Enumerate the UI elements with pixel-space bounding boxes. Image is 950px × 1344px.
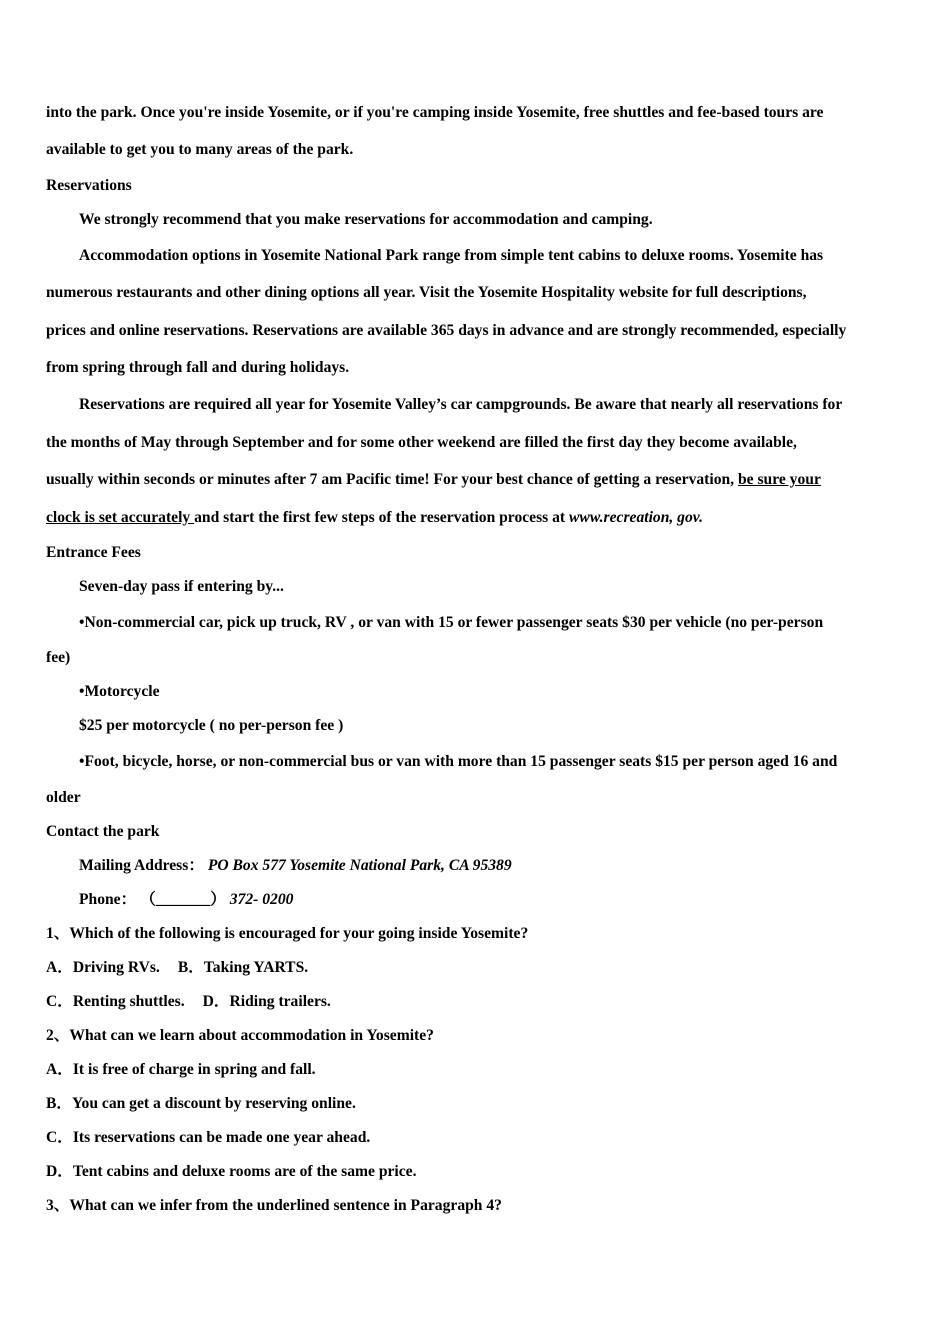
mailing-address-label: Mailing Address： bbox=[79, 856, 204, 874]
fee-motorcycle-item: •Motorcycle bbox=[79, 683, 160, 701]
intro-line: into the park. Once you're inside Yosemite, or if you're camping inside Yosemite, free shuttles and fee-based tours are bbox=[46, 104, 824, 121]
paragraph-line: the months of May through September and for some other weekend are filled the first day they become available, bbox=[46, 433, 797, 451]
option-d: D．Tent cabins and deluxe rooms are of the same price. bbox=[46, 1162, 417, 1180]
question-stem: 3、What can we infer from the underlined sentence in Paragraph 4? bbox=[46, 1196, 502, 1214]
option-c: C．Renting shuttles. bbox=[46, 992, 185, 1010]
paragraph-line bbox=[46, 461, 908, 498]
option-c: C．Its reservations can be made one year ahead. bbox=[46, 1128, 371, 1146]
fee-line: older bbox=[46, 788, 81, 806]
fee-motorcycle-price: $25 per motorcycle ( no per-person fee ) bbox=[79, 717, 344, 735]
question-3 bbox=[46, 1189, 908, 1223]
reservations-heading: Reservations bbox=[46, 176, 132, 194]
phone-blank: （_______） bbox=[140, 890, 226, 908]
question-1 bbox=[46, 917, 908, 1019]
website-text: www.recreation, gov. bbox=[569, 508, 704, 526]
option-row bbox=[46, 951, 908, 985]
document-content bbox=[46, 94, 908, 1223]
paragraph-line: prices and online reservations. Reservations are available 365 days in advance and are strongly recommended, especially bbox=[46, 321, 847, 339]
question-stem: 1、Which of the following is encouraged for your going inside Yosemite? bbox=[46, 924, 529, 942]
paragraph-line bbox=[46, 499, 908, 536]
paragraph-text: and start the first few steps of the reservation process at bbox=[194, 508, 570, 526]
fee-line: •Non-commercial car, pick up truck, RV , or van with 15 or fewer passenger seats $30 per vehicle (no per-person bbox=[79, 614, 824, 632]
question-stem: 2、What can we learn about accommodation in Yosemite? bbox=[46, 1026, 434, 1044]
phone bbox=[46, 883, 908, 917]
reservations-paragraph-1: We strongly recommend that you make reservations for accommodation and camping. bbox=[79, 210, 653, 228]
reservations-paragraph-2 bbox=[46, 237, 908, 387]
paragraph-line: Reservations are required all year for Yosemite Valley’s car campgrounds. Be aware that nearly all reservations for bbox=[79, 396, 843, 414]
contact-heading: Contact the park bbox=[46, 822, 160, 840]
paragraph-line: numerous restaurants and other dining options all year. Visit the Yosemite Hospitality website for full descriptions, bbox=[46, 284, 807, 302]
option-a: A．It is free of charge in spring and fall. bbox=[46, 1060, 316, 1078]
question-2 bbox=[46, 1019, 908, 1189]
mailing-address bbox=[46, 849, 908, 883]
fees-intro: Seven-day pass if entering by... bbox=[79, 578, 284, 596]
fee-foot-item bbox=[46, 743, 908, 814]
paragraph-line: Accommodation options in Yosemite National Park range from simple tent cabins to deluxe rooms. Yosemite has bbox=[79, 246, 824, 264]
underlined-sentence: clock is set accurately bbox=[46, 508, 195, 526]
paragraph-text: usually within seconds or minutes after 7 am Pacific time! For your best chance of getting a reservation, bbox=[46, 471, 738, 489]
option-d: D．Riding trailers. bbox=[202, 992, 331, 1010]
phone-value: 372- 0200 bbox=[229, 890, 294, 908]
fee-car-item bbox=[46, 604, 908, 675]
reservations-paragraph-3 bbox=[46, 386, 908, 536]
option-b: B．You can get a discount by reserving online. bbox=[46, 1094, 356, 1112]
mailing-address-value: PO Box 577 Yosemite National Park, CA 95389 bbox=[207, 856, 512, 874]
option-row bbox=[46, 985, 908, 1019]
paragraph-line: from spring through fall and during holidays. bbox=[46, 359, 350, 377]
phone-label: Phone： bbox=[79, 890, 137, 908]
option-b: B．Taking YARTS. bbox=[177, 958, 309, 976]
intro-paragraph bbox=[46, 94, 908, 169]
underlined-sentence: be sure your bbox=[737, 471, 821, 489]
option-a: A．Driving RVs. bbox=[46, 958, 160, 976]
fee-line: fee) bbox=[46, 649, 71, 667]
intro-line: available to get you to many areas of the park. bbox=[46, 141, 354, 159]
entrance-fees-heading: Entrance Fees bbox=[46, 544, 141, 562]
fee-line: •Foot, bicycle, horse, or non-commercial bus or van with more than 15 passenger seats $15 per person aged 16 and bbox=[79, 753, 838, 771]
